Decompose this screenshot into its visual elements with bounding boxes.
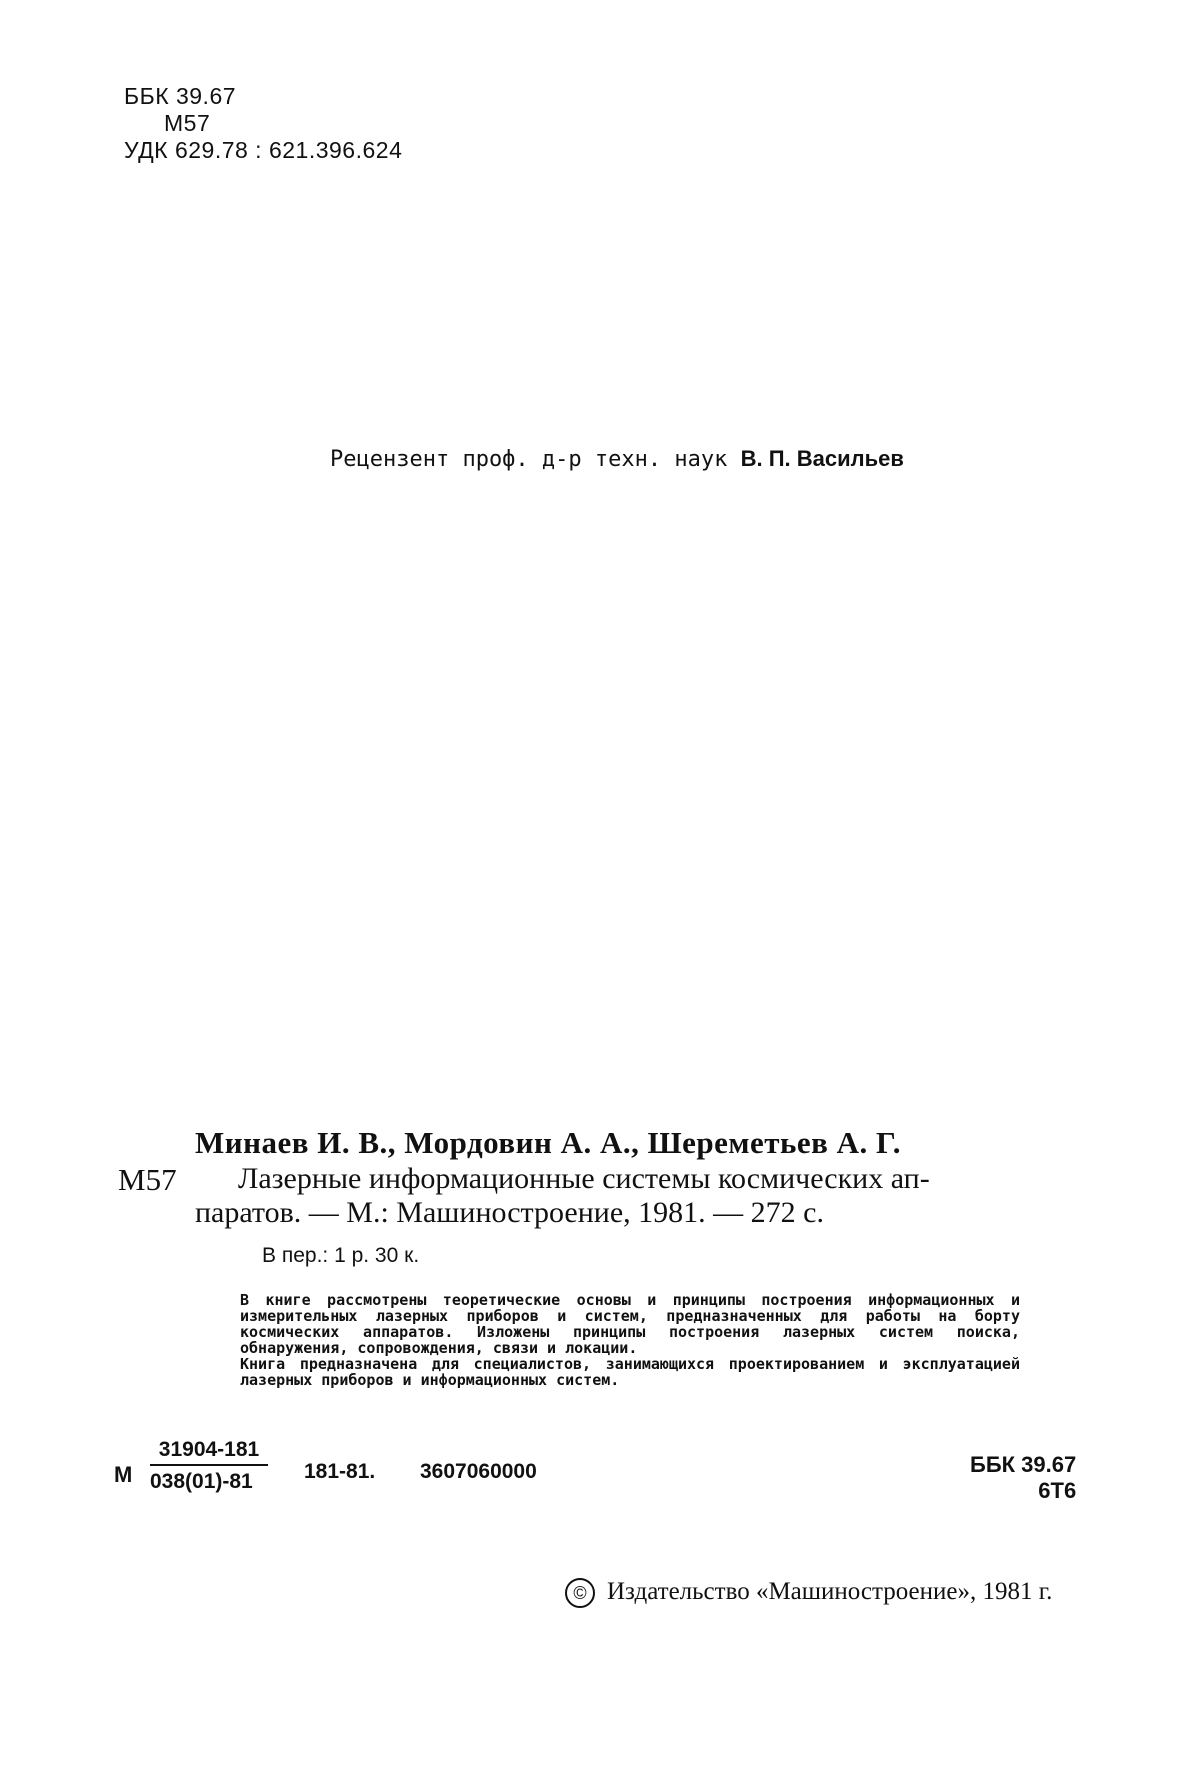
annotation-paragraph-2: Книга предназначена для специалистов, занимающихся проектированием и эксплуатацией лазерных приборов и информационных систем.: [240, 1355, 1020, 1389]
entry-mark: М57: [118, 1162, 177, 1197]
bbk-code: ББК 39.67: [124, 83, 237, 109]
price: В пер.: 1 р. 30 к.: [262, 1244, 420, 1267]
index-letter: М: [114, 1462, 133, 1487]
reviewer-name: В. П. Васильев: [740, 446, 904, 471]
udk-code: УДК 629.78 : 621.396.624: [124, 137, 403, 163]
index-code: 3607060000: [420, 1460, 537, 1483]
index-numerator: 31904-181: [150, 1438, 268, 1466]
title-line-1: Лазерные информационные системы космических ап-: [238, 1162, 930, 1195]
index-fraction: [150, 1438, 268, 1494]
index-denominator: 038(01)-81: [150, 1470, 253, 1493]
bbk-right-2: 6Т6: [1038, 1478, 1077, 1503]
copyright-text: Издательство «Машиностроение», 1981 г.: [607, 1578, 1053, 1605]
bbk-right-block: [970, 1452, 1076, 1504]
index-middle: 181-81.: [304, 1460, 376, 1483]
annotation: [240, 1292, 1020, 1388]
catalog-block: [124, 83, 402, 164]
copyright-line: [565, 1578, 1052, 1608]
annotation-paragraph-1: В книге рассмотрены теоретические основы и принципы построения информационных и измерительных лазерных приборов и систем, предназначенных для работы на борту космических аппаратов. Изложены принципы построения лазерных систем поиска, обнаружения, сопровождения, связи и локации.: [240, 1291, 1020, 1357]
author-mark: М57: [164, 110, 211, 136]
reviewer-prefix: Рецензент проф. д-р техн. наук: [330, 447, 728, 472]
bbk-right-1: ББК 39.67: [970, 1452, 1077, 1477]
authors: Минаев И. В., Мордовин А. А., Шереметьев А. Г.: [195, 1125, 902, 1160]
title-line-2: паратов. — М.: Машиностроение, 1981. — 272 с.: [195, 1196, 824, 1229]
reviewer-line: [330, 446, 904, 472]
book-title: [195, 1162, 1018, 1230]
copyright-icon: ©: [565, 1578, 595, 1608]
